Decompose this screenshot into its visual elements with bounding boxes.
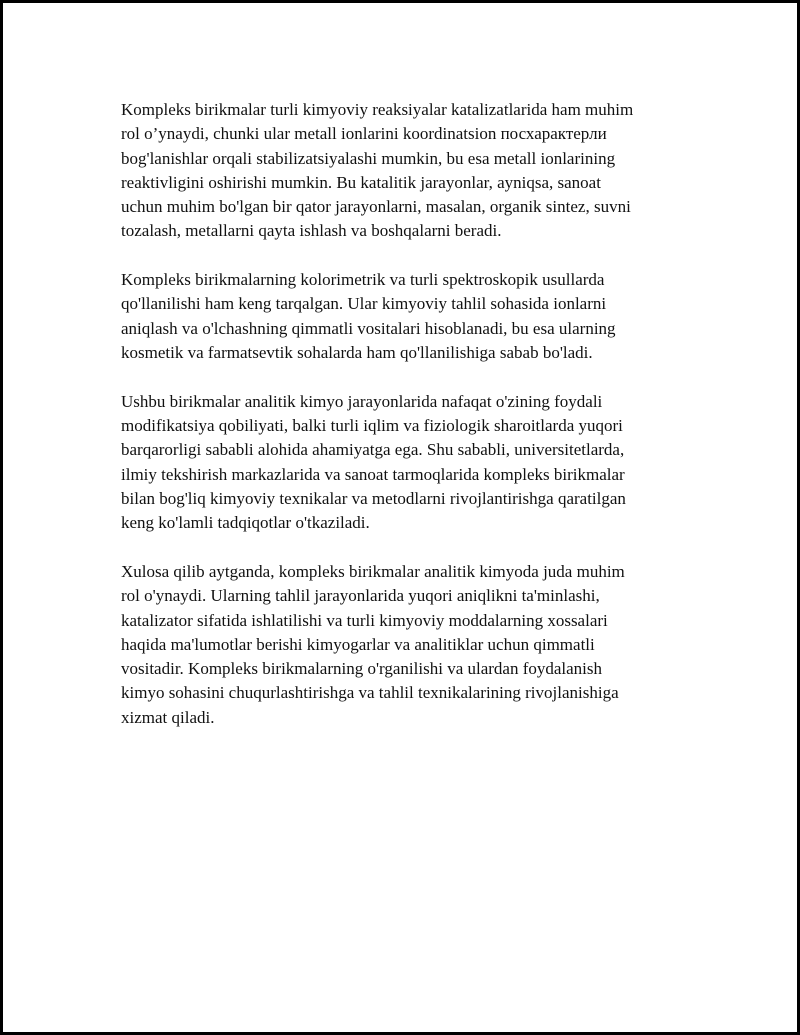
document-body — [121, 98, 681, 754]
paragraph-conclusion: Xulosa qilib aytganda, kompleks birikmalar analitik kimyoda juda muhim rol o'ynaydi. Ularning tahlil jarayonlarida yuqori aniqlikni ta'minlashi, katalizator sifatida ishlatilishi va turli kimyoviy moddalarning xossalari haqida ma'lumotlar berishi kimyogarlar va analitiklar uchun qimmatli vositadir. Kompleks birikmalarning o'rganilishi va ulardan foydalanish kimyo sohasini chuqurlashtirishga va tahlil texnikalarining rivojlanishiga xizmat qiladi. — [121, 561, 625, 727]
paragraph-catalysis: Kompleks birikmalar turli kimyoviy reaksiyalar katalizatlarida ham muhim rol o’ynaydi, chunki ular metall ionlarini koordinatsion посхарактерли bog'lanishlar orqali stabilizatsiyalashi mumkin, bu esa metall ionlarining reaktivligini oshirishi mumkin. Bu katalitik jarayonlar, ayniqsa, sanoat uchun muhim bo'lgan bir qator jarayonlarni, masalan, organik sintez, suvni tozalash, metallarni qayta ishlash va boshqalarni beradi. — [121, 100, 634, 241]
paragraph-spectroscopy: Kompleks birikmalarning kolorimetrik va turli spektroskopik usullarda qo'llanilishi ham keng tarqalgan. Ular kimyoviy tahlil sohasida ionlarni aniqlash va o'lchashning qimmatli vositalari hisoblanadi, bu esa ularning kosmetik va farmatsevtik sohalarda ham qo'llanilishiga sabab bo'ladi. — [121, 270, 616, 363]
paragraph-analytical-chemistry: Ushbu birikmalar analitik kimyo jarayonlarida nafaqat o'zining foydali modifikatsiya qobiliyati, balki turli iqlim va fiziologik sharoitlarda yuqori barqarorligi sababli alohida ahamiyatga ega. Shu sababli, universitetlarda, ilmiy tekshirish markazlarida va sanoat tarmoqlarida kompleks birikmalar bilan bog'liq kimyoviy texnikalar va metodlarni rivojlantirishga qaratilgan keng ko'lamli tadqiqotlar o'tkaziladi. — [121, 391, 626, 533]
